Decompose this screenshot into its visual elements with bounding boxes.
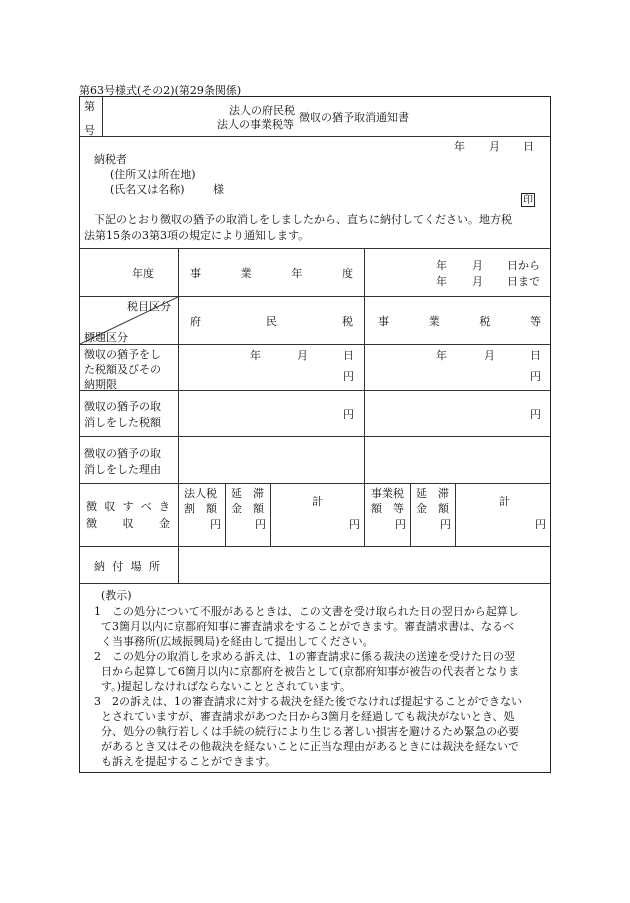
taxpayer-address-label: (住所又は所在地) — [110, 168, 196, 181]
fu-cancelled-yen: 円 — [343, 408, 354, 421]
business-year-header: 事 業 年 度 — [190, 267, 353, 280]
collect-label-line-1: 徴 収 す べ き — [86, 500, 170, 513]
document-title: 徴収の猶予取消通知書 — [299, 111, 409, 124]
period-from-year: 年 — [436, 259, 447, 272]
column-fuminzei: 府 民 税 — [190, 315, 353, 328]
instruction-3-line-2: とされていますが、審査請求があつた日から3箇月を経過しても裁決がないとき、処 — [101, 710, 515, 723]
instruction-2-line-3: す。)提起しなければならないこととされています。 — [101, 680, 352, 693]
fu-corp-tax-header: 法人税 割 額 — [184, 487, 217, 515]
fu-deadline-month: 月 — [297, 349, 308, 362]
notice-line-2: 法第15条の3第3項の規定により通知します。 — [84, 229, 310, 242]
period-from-month: 月 — [472, 259, 483, 272]
jigyo-penalty-header: 延 滞 金 額 — [416, 487, 449, 515]
issue-date-year: 年 — [454, 140, 465, 153]
period-from-day: 日から — [507, 259, 540, 272]
instruction-1-line-2: て3箇月以内に京都府知事に審査請求をすることができます。審査請求書は、なるべ — [101, 620, 515, 633]
period-to-month: 月 — [472, 275, 483, 288]
instructions-heading: (教示) — [101, 589, 132, 602]
instruction-2-line-2: 日から起算して6箇月以内に京都府を被告として(京都府知事が被告の代表者となりま — [101, 665, 520, 678]
fu-deferred-yen: 円 — [343, 370, 354, 383]
form-number-label: 第63号様式(その2)(第29条関係) — [79, 84, 242, 97]
fu-total-header: 計 — [312, 495, 323, 508]
taxpayer-name-label: (氏名又は名称) — [110, 183, 185, 196]
row-deferred-tax-label: 徴収の猶予をし た税額及びその 納期限 — [84, 348, 161, 391]
instruction-3-line-1: 3 2の訴えは、1の審査請求に対する裁決を経た後でなければ提起することができない — [94, 695, 522, 708]
jigyo-cancelled-yen: 円 — [530, 408, 541, 421]
fu-penalty-header: 延 滞 金 額 — [231, 487, 264, 515]
issue-date-month: 月 — [489, 140, 500, 153]
jigyo-deadline-month: 月 — [484, 349, 495, 362]
tax-type-jigyozei: 法人の事業税等 — [217, 118, 294, 131]
instruction-3-line-5: も訴えを提起することができます。 — [101, 755, 277, 768]
taxpayer-label: 納税者 — [94, 153, 127, 166]
instruction-3-line-3: 分、処分の執行若しくは手続の続行により生じる著しい損害を避けるため緊急の必要 — [101, 725, 519, 738]
honorific-sama: 様 — [213, 183, 224, 196]
issue-date-day: 日 — [523, 140, 534, 153]
jigyo-tax-yen: 円 — [395, 518, 406, 531]
jigyo-deferred-yen: 円 — [530, 370, 541, 383]
jigyo-total-yen: 円 — [535, 518, 546, 531]
instruction-1-line-3: く当事務所(広域振興局)を経由して提出してください。 — [101, 635, 374, 648]
jigyo-deadline-day: 日 — [530, 349, 541, 362]
seal-stamp: 印 — [523, 195, 533, 206]
payment-place-label: 納 付 場 所 — [94, 560, 160, 573]
tax-category-label: 税目区分 — [127, 300, 171, 313]
instruction-1-line-1: 1 この処分について不服があるときは、この文書を受け取られた日の翌日から起算し — [94, 605, 519, 618]
tax-type-fuminzei: 法人の府民税 — [229, 104, 295, 117]
row-cancelled-tax-label: 徴収の猶予の取 消しをした税額 — [84, 400, 161, 429]
jigyo-deadline-year: 年 — [436, 349, 447, 362]
fu-deadline-year: 年 — [250, 349, 261, 362]
fu-total-yen: 円 — [349, 518, 360, 531]
column-jigyozei: 事 業 税 等 — [378, 315, 541, 328]
jigyo-tax-header: 事業税 額 等 — [371, 487, 404, 515]
number-char-go: 号 — [84, 124, 95, 137]
title-category-label: 標題区分 — [84, 331, 128, 344]
jigyo-penalty-yen: 円 — [440, 518, 451, 531]
number-char-dai: 第 — [84, 100, 95, 113]
fiscal-year-label: 年度 — [132, 267, 154, 280]
fu-penalty-yen: 円 — [255, 518, 266, 531]
period-to-year: 年 — [436, 275, 447, 288]
collect-label-line-2: 徴 収 金 — [86, 517, 170, 530]
row-cancel-reason-label: 徴収の猶予の取 消しをした理由 — [84, 447, 161, 476]
period-to-day: 日まで — [507, 275, 540, 288]
notice-line-1: 下記のとおり徴収の猶予の取消しをしましたから、直ちに納付してください。地方税 — [94, 213, 512, 226]
fu-deadline-day: 日 — [343, 349, 354, 362]
fu-corp-yen: 円 — [210, 518, 221, 531]
instruction-3-line-4: があるとき又はその他裁決を経ないことに正当な理由があるときには裁決を経ないで — [101, 740, 519, 753]
instruction-2-line-1: 2 この処分の取消しを求める訴えは、1の審査請求に係る裁決の送達を受けた日の翌 — [94, 650, 515, 663]
jigyo-total-header: 計 — [499, 495, 510, 508]
